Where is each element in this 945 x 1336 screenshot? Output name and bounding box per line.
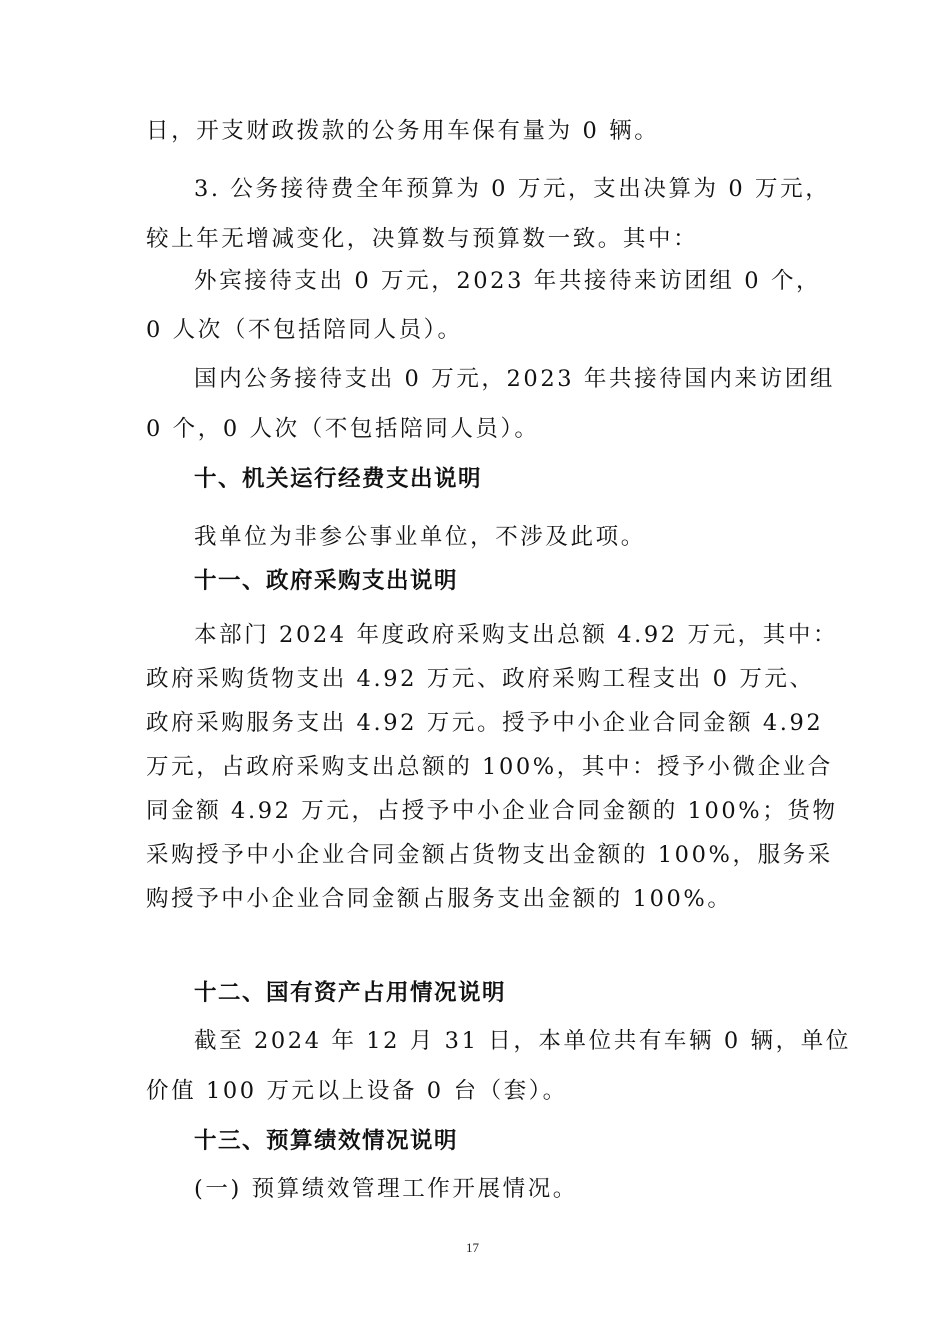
text-line: 政府采购服务支出 4.92 万元。授予中小企业合同金额 4.92 xyxy=(146,710,824,736)
text-line: 较上年无增减变化，决算数与预算数一致。其中： xyxy=(146,226,699,252)
section-heading: 十、机关运行经费支出说明 xyxy=(194,466,483,492)
page-number: 17 xyxy=(466,1240,479,1255)
text-line: 价值 100 万元以上设备 0 台（套）。 xyxy=(146,1078,568,1104)
text-line: 0 人次（不包括陪同人员）。 xyxy=(146,317,463,343)
text-line: 万元，占政府采购支出总额的 100%，其中：授予小微企业合 xyxy=(146,754,833,780)
section-heading: 十二、国有资产占用情况说明 xyxy=(194,980,507,1006)
text-line: 国内公务接待支出 0 万元，2023 年共接待国内来访团组 xyxy=(194,366,835,392)
text-line: 本部门 2024 年度政府采购支出总额 4.92 万元，其中： xyxy=(194,622,839,648)
text-line: (一) 预算绩效管理工作开展情况。 xyxy=(194,1176,578,1202)
section-heading: 十三、预算绩效情况说明 xyxy=(194,1128,459,1154)
text-line: 0 个，0 人次（不包括陪同人员）。 xyxy=(146,416,540,442)
text-line: 截至 2024 年 12 月 31 日，本单位共有车辆 0 辆，单位 xyxy=(194,1028,851,1054)
text-line: 同金额 4.92 万元，占授予中小企业合同金额的 100%；货物 xyxy=(146,798,838,824)
text-line: 政府采购货物支出 4.92 万元、政府采购工程支出 0 万元、 xyxy=(146,666,815,692)
text-line: 外宾接待支出 0 万元，2023 年共接待来访团组 0 个， xyxy=(194,268,822,294)
text-line: 我单位为非参公事业单位，不涉及此项。 xyxy=(194,524,646,550)
text-line: 3. 公务接待费全年预算为 0 万元，支出决算为 0 万元， xyxy=(194,176,831,202)
text-line: 购授予中小企业合同金额占服务支出金额的 100%。 xyxy=(146,886,733,912)
text-line: 采购授予中小企业合同金额占货物支出金额的 100%，服务采 xyxy=(146,842,833,868)
section-heading: 十一、政府采购支出说明 xyxy=(194,568,459,594)
text-line: 日，开支财政拨款的公务用车保有量为 0 辆。 xyxy=(146,118,660,144)
